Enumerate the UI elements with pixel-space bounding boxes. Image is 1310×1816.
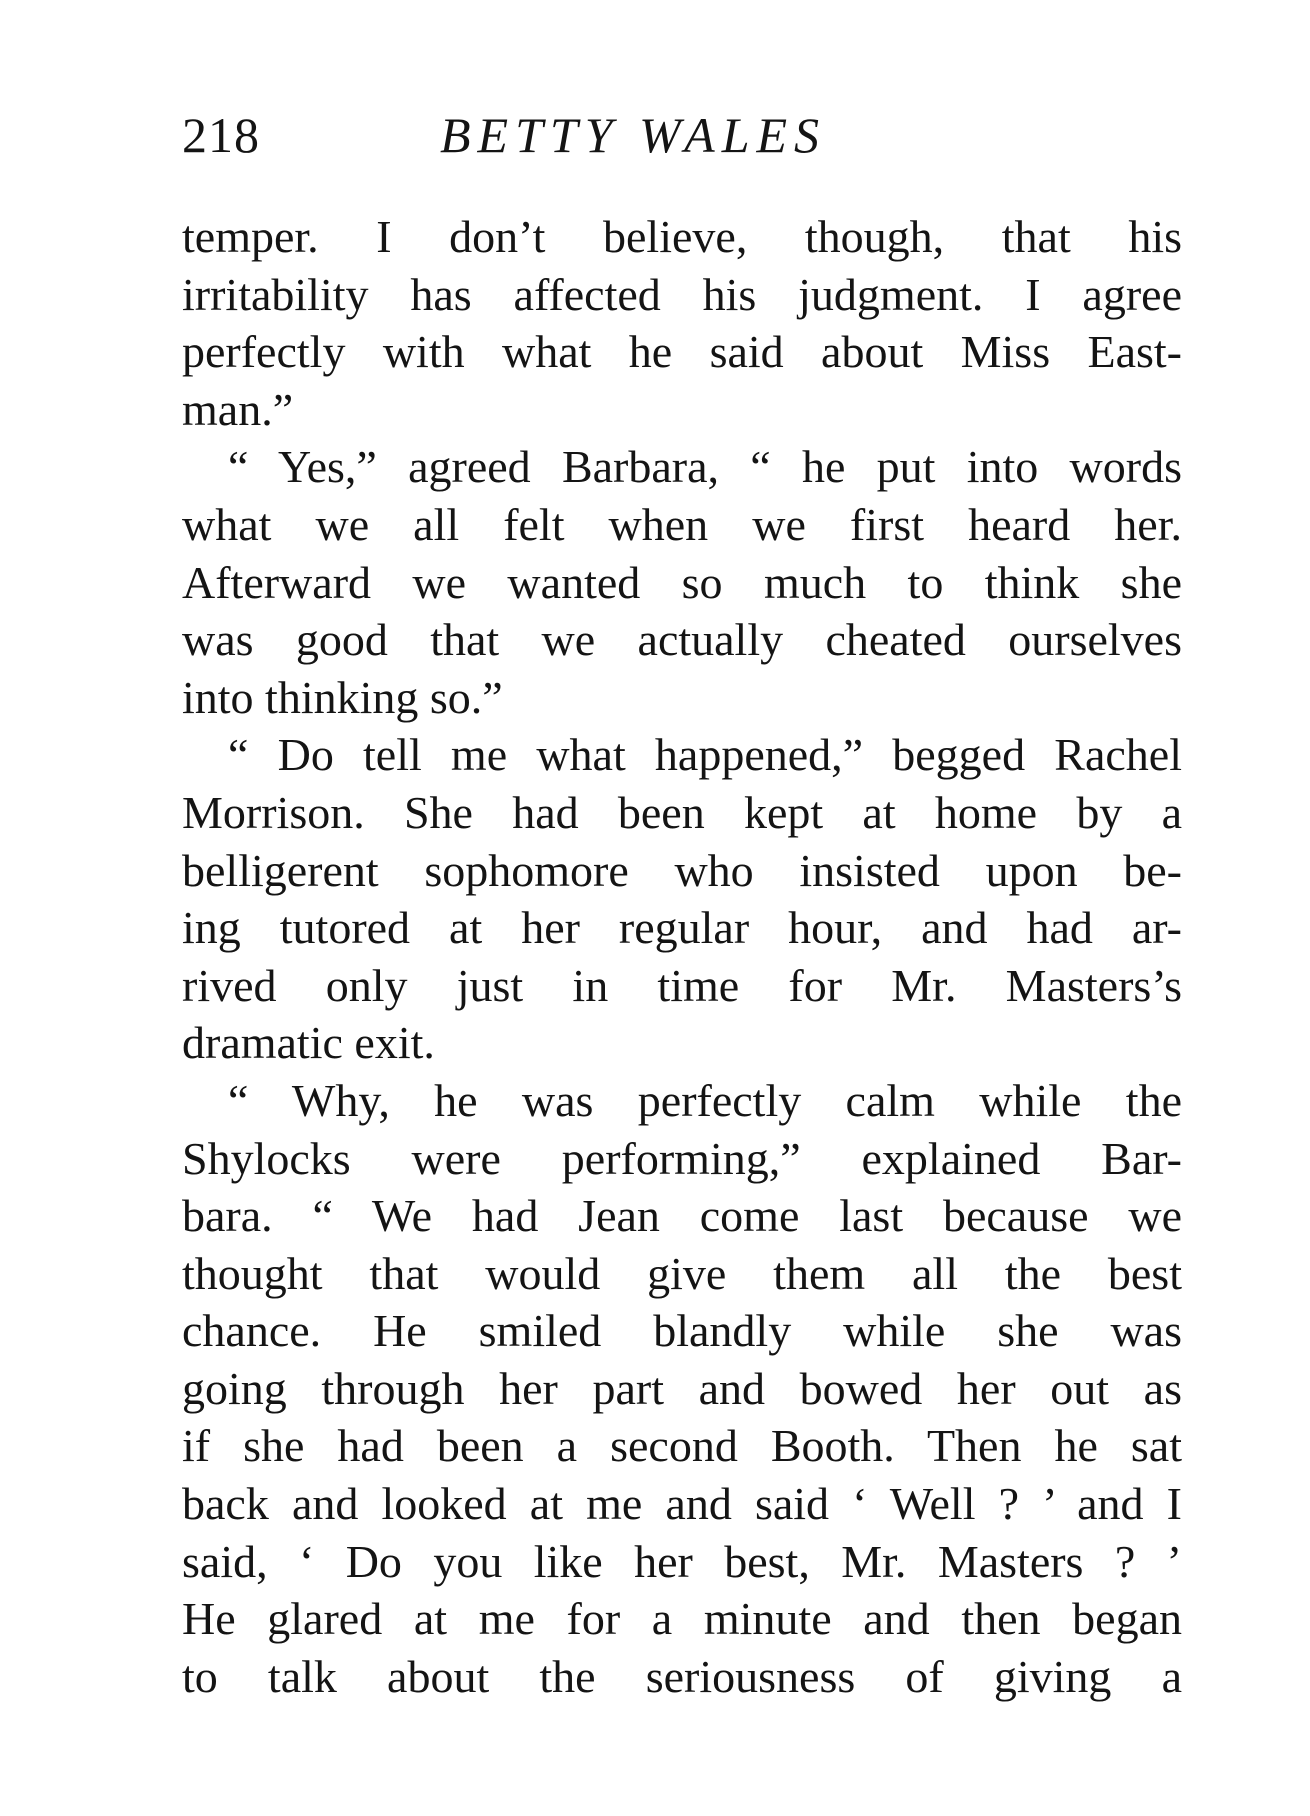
text-line: irritability has affected his judgment. I agree (182, 268, 1182, 320)
text-line: ing tutored at her regular hour, and had ar- (182, 902, 1182, 954)
text-line: Shylocks were performing,” explained Bar- (182, 1132, 1182, 1184)
text-line: what we all felt when we first heard her. (182, 498, 1182, 550)
text-line: “ Do tell me what happened,” begged Rachel (228, 729, 1182, 781)
text-line: into thinking so.” (182, 671, 503, 723)
text-line: belligerent sophomore who insisted upon be- (182, 844, 1182, 896)
text-line: “ Yes,” agreed Barbara, “ he put into words (228, 441, 1182, 493)
text-line: bara. “ We had Jean come last because we (182, 1190, 1182, 1242)
text-line: rived only just in time for Mr. Masters’s (182, 959, 1182, 1011)
page-number: 218 (182, 107, 260, 163)
text-line: said, ‘ Do you like her best, Mr. Masters ? ’ (182, 1535, 1182, 1587)
text-line: was good that we actually cheated ourselves (182, 614, 1182, 666)
text-line: He glared at me for a minute and then began (182, 1593, 1182, 1645)
page-header (182, 100, 1182, 170)
text-line: man.” (182, 383, 294, 435)
text-line: “ Why, he was perfectly calm while the (228, 1074, 1182, 1126)
text-line: chance. He smiled blandly while she was (182, 1305, 1182, 1357)
text-line: if she had been a second Booth. Then he sat (182, 1420, 1182, 1472)
text-line: dramatic exit. (182, 1017, 435, 1069)
text-line: thought that would give them all the best (182, 1247, 1182, 1299)
text-line: going through her part and bowed her out as (182, 1362, 1182, 1414)
running-title: BETTY WALES (440, 107, 827, 163)
body-text (182, 208, 1182, 1705)
text-line: Afterward we wanted so much to think she (182, 556, 1182, 608)
text-line: to talk about the seriousness of giving a (182, 1650, 1182, 1702)
text-line: Morrison. She had been kept at home by a (182, 786, 1182, 838)
text-line: temper. I don’t believe, though, that his (182, 211, 1182, 262)
text-line: back and looked at me and said ‘ Well ? ’ and I (182, 1478, 1182, 1530)
text-line: perfectly with what he said about Miss East- (182, 326, 1182, 378)
